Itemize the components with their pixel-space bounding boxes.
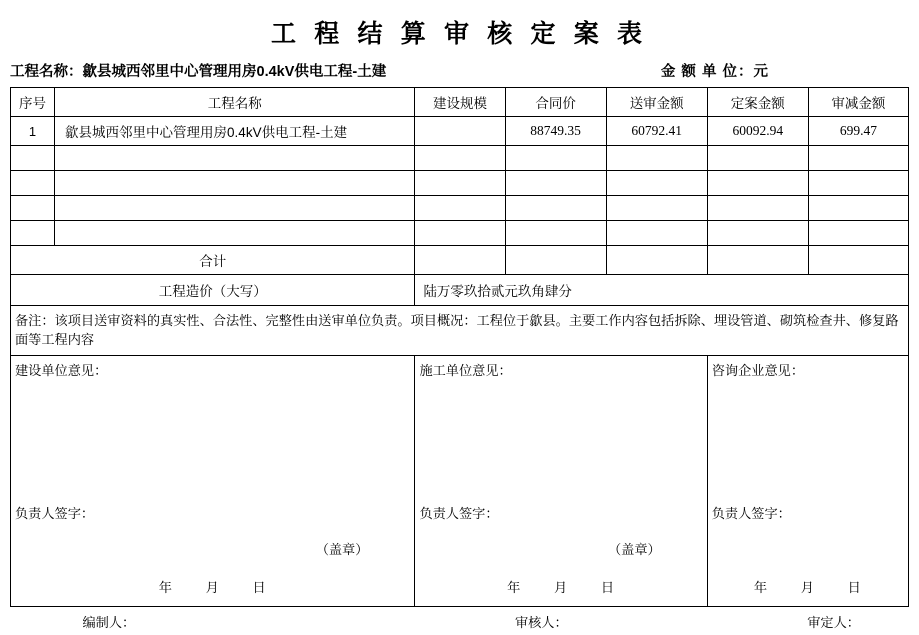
date-month: 月 [192,577,234,596]
opinion-seal-label: （盖章） [316,539,369,558]
cell-name [55,196,415,221]
date-month: 月 [787,577,829,596]
footer-reviewer-label: 审核人： [415,612,707,631]
column-header-contract-price: 合同价 [505,88,606,117]
cell-name: 歙县城西邻里中心管理用房0.4kV供电工程-土建 [55,117,415,146]
cell-approved-amount [707,196,808,221]
cell-approved-amount [707,221,808,246]
cell-reduced-amount [808,171,908,196]
date-day: 日 [834,577,876,596]
cell-contract-price [505,196,606,221]
opinion-signature-label: 负责人签字： [15,503,94,522]
total-reduced-amount [808,246,908,275]
footer-preparer-label: 编制人： [11,612,415,631]
column-header-approved-amount: 定案金额 [707,88,808,117]
cell-reduced-amount: 699.47 [808,117,908,146]
column-header-reduced-amount: 审减金额 [808,88,908,117]
table-row [11,171,909,196]
total-submitted-amount [606,246,707,275]
table-total-row [11,246,909,275]
opinion-construction-unit [11,356,415,607]
cell-name [55,221,415,246]
date-month: 月 [540,577,582,596]
opinion-signature-label: 负责人签字： [419,503,498,522]
cell-contract-price [505,171,606,196]
cell-index: 1 [11,117,55,146]
remark-row [11,306,909,356]
date-day: 日 [238,577,280,596]
amount-unit-label: 金 额 单 位：元 [661,60,909,81]
project-name-line [10,60,386,81]
cell-reduced-amount [808,221,908,246]
date-year: 年 [740,577,782,596]
table-row [11,146,909,171]
table-row [11,196,909,221]
opinion-title: 咨询企业意见： [712,360,804,379]
cell-approved-amount: 60092.94 [707,117,808,146]
table-row [11,221,909,246]
cost-in-words-label: 工程造价（大写） [11,275,415,306]
table-row [11,117,909,146]
opinion-contractor-unit [415,356,707,607]
cell-scale [415,221,505,246]
opinion-seal-label: （盖章） [608,539,661,558]
cell-scale [415,117,505,146]
footer-approver-label: 审定人： [707,612,908,631]
cell-scale [415,146,505,171]
cell-name [55,146,415,171]
total-approved-amount [707,246,808,275]
footer-row [11,607,909,635]
date-year: 年 [493,577,535,596]
settlement-table [10,87,909,635]
opinion-date-line [11,577,414,596]
footer-approver-cell [707,607,908,635]
footer-preparer-cell [11,607,415,635]
column-header-name: 工程名称 [55,88,415,117]
total-scale [415,246,505,275]
cell-submitted-amount: 60792.41 [606,117,707,146]
cost-in-words-value: 陆万零玖拾贰元玖角肆分 [415,275,909,306]
cell-index [11,221,55,246]
project-name-label: 工程名称： [10,64,83,80]
cell-submitted-amount [606,196,707,221]
total-label: 合计 [11,246,415,275]
opinion-consulting-firm [707,356,908,607]
cell-scale [415,196,505,221]
date-day: 日 [587,577,629,596]
opinion-title: 建设单位意见： [15,360,107,379]
opinions-row [11,356,909,607]
cell-submitted-amount [606,146,707,171]
cell-index [11,171,55,196]
opinion-title: 施工单位意见： [419,360,511,379]
opinion-date-line [708,577,908,596]
column-header-scale: 建设规模 [415,88,505,117]
cell-name [55,171,415,196]
cell-index [11,196,55,221]
cell-submitted-amount [606,221,707,246]
cost-in-words-row [11,275,909,306]
column-header-index: 序号 [11,88,55,117]
date-year: 年 [145,577,187,596]
cell-submitted-amount [606,171,707,196]
cell-contract-price: 88749.35 [505,117,606,146]
cell-contract-price [505,146,606,171]
cell-reduced-amount [808,146,908,171]
cell-reduced-amount [808,196,908,221]
opinion-date-line [415,577,706,596]
column-header-submitted-amount: 送审金额 [606,88,707,117]
page-title: 工 程 结 算 审 核 定 案 表 [0,0,919,60]
document-meta [0,60,919,87]
total-contract-price [505,246,606,275]
project-name-value: 歙县城西邻里中心管理用房0.4kV供电工程-土建 [83,64,387,80]
remark-text: 备注：该项目送审资料的真实性、合法性、完整性由送审单位负责。项目概况：工程位于歙县。主要工作内容包括拆除、埋设管道、砌筑检查井、修复路面等工程内容 [11,306,909,356]
cell-scale [415,171,505,196]
opinion-signature-label: 负责人签字： [712,503,791,522]
cell-approved-amount [707,146,808,171]
table-header-row [11,88,909,117]
cell-approved-amount [707,171,808,196]
footer-reviewer-cell [415,607,707,635]
cell-index [11,146,55,171]
cell-contract-price [505,221,606,246]
